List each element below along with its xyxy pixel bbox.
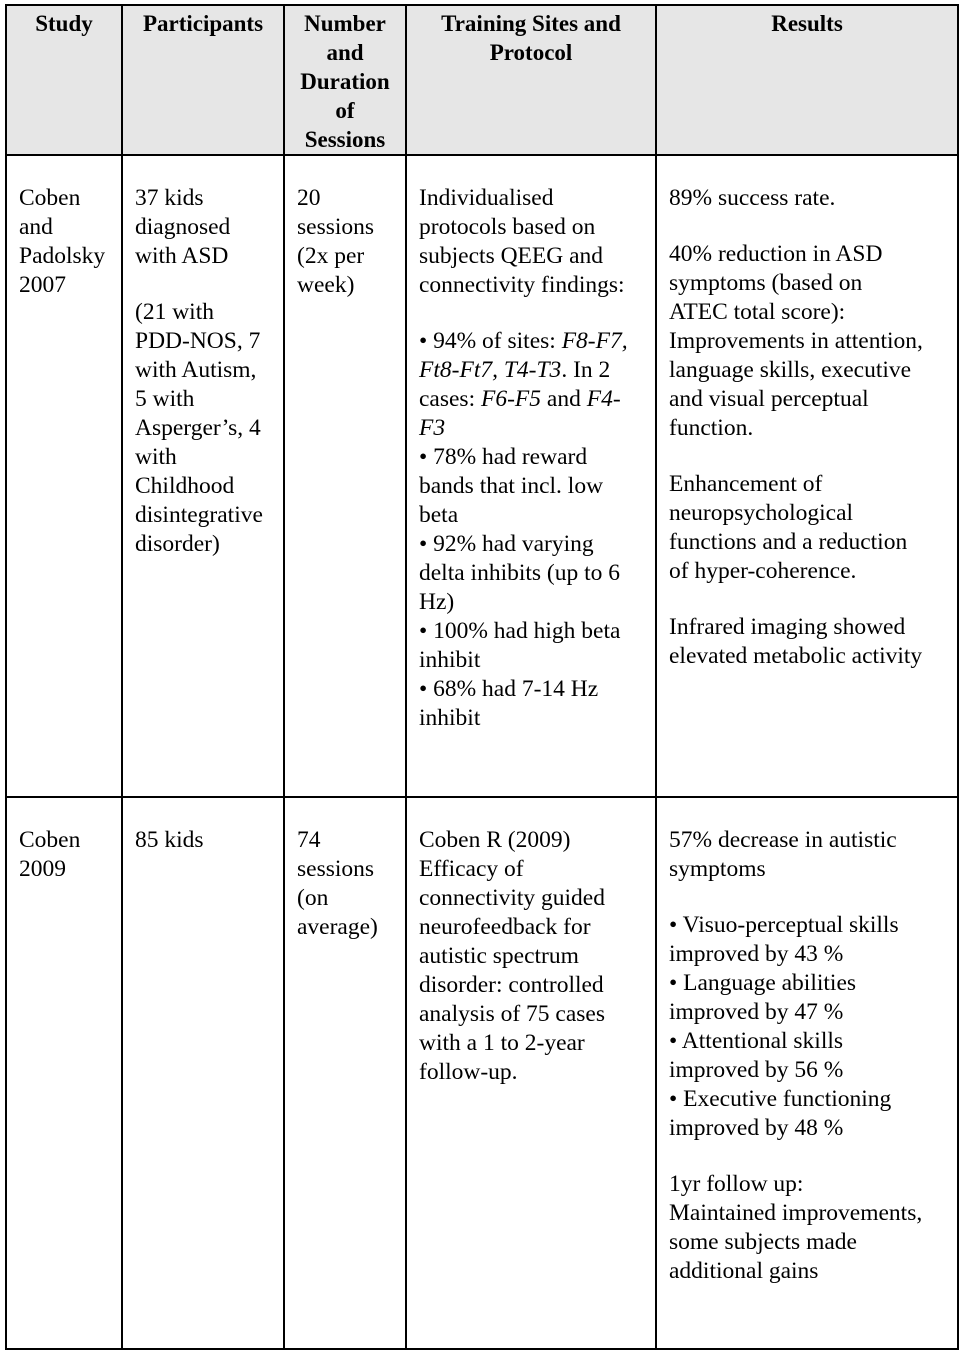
cell-participants <box>122 797 284 1349</box>
study-text <box>19 184 116 300</box>
text-line: Childhood <box>135 473 235 499</box>
text-line: Asperger’s, 4 <box>135 415 261 441</box>
text-line: (21 with <box>135 299 214 325</box>
text-line: subjects QEEG and <box>419 243 604 269</box>
cell-participants <box>122 155 284 797</box>
text-line: (2x per <box>297 243 365 269</box>
text-line: sessions <box>297 214 375 240</box>
cell-sessions <box>284 797 406 1349</box>
header-sessions: Number and Duration of Sessions <box>284 5 406 155</box>
sessions-text <box>297 826 400 942</box>
text-line: connectivity findings: <box>419 272 625 298</box>
text-line: symptoms (based on <box>669 270 863 296</box>
text-line: Infrared imaging showed <box>669 614 906 640</box>
text-line: sessions <box>297 856 375 882</box>
text-line: disorder: controlled <box>419 972 604 998</box>
text-line: language skills, executive <box>669 357 912 383</box>
text-line: functions and a reduction <box>669 529 908 555</box>
text-line: inhibit <box>419 705 481 731</box>
text-line: • Attentional skills <box>669 1028 844 1054</box>
text-line: • 68% had 7-14 Hz <box>419 676 599 702</box>
sessions-text <box>297 184 400 300</box>
cell-results <box>656 155 958 797</box>
protocol-sites: • 94% of sites: F8-F7, Ft8-Ft7, T4-T3. In 2 cases: F6-F5 and F4- F3 <box>419 328 628 441</box>
text-line: beta <box>419 502 459 528</box>
cell-study <box>6 155 122 797</box>
header-participants: Participants <box>122 5 284 155</box>
text-line: Efficacy of <box>419 856 524 882</box>
text-line: 1yr follow up: <box>669 1171 804 1197</box>
text-line: 85 kids <box>135 827 204 853</box>
text-line: inhibit <box>419 647 481 673</box>
text-line: delta inhibits (up to 6 <box>419 560 621 586</box>
text-line: with <box>135 444 177 470</box>
cell-protocol <box>406 797 656 1349</box>
text-line: ATEC total score): <box>669 299 846 325</box>
text-line: PDD-NOS, 7 <box>135 328 261 354</box>
text-line: protocols based on <box>419 214 596 240</box>
text-line: improved by 47 % <box>669 999 844 1025</box>
text-line: and <box>19 214 53 240</box>
text-line: • Executive functioning <box>669 1086 892 1112</box>
results-text <box>669 184 952 671</box>
cell-protocol <box>406 155 656 797</box>
text-line: analysis of 75 cases <box>419 1001 605 1027</box>
text-line: Coben <box>19 185 81 211</box>
table-row <box>6 797 958 1349</box>
text-line: neurofeedback for <box>419 914 591 940</box>
participants-text <box>135 826 278 855</box>
text-line: bands that incl. low <box>419 473 604 499</box>
text-line: 40% reduction in ASD <box>669 241 883 267</box>
protocol-bullets <box>419 443 650 733</box>
text-line: average) <box>297 914 378 940</box>
text-line: Enhancement of <box>669 471 823 497</box>
text-line: week) <box>297 272 355 298</box>
text-line: Coben R (2009) <box>419 827 571 853</box>
text-line: function. <box>669 415 754 441</box>
text-line: of hyper-coherence. <box>669 558 857 584</box>
cell-study <box>6 797 122 1349</box>
text-line: 57% decrease in autistic <box>669 827 897 853</box>
text-line: 20 <box>297 185 321 211</box>
text-line: additional gains <box>669 1258 819 1284</box>
text-line: with ASD <box>135 243 229 269</box>
protocol-text <box>419 826 650 1087</box>
text-line: Maintained improvements, <box>669 1200 923 1226</box>
text-line: improved by 43 % <box>669 941 844 967</box>
text-line: Padolsky <box>19 243 106 269</box>
text-line: neuropsychological <box>669 500 854 526</box>
text-line: Individualised <box>419 185 554 211</box>
header-results: Results <box>656 5 958 155</box>
protocol-intro <box>419 184 650 300</box>
text-line: • Language abilities <box>669 970 857 996</box>
cell-results <box>656 797 958 1349</box>
study-text <box>19 826 116 884</box>
text-line: follow-up. <box>419 1059 518 1085</box>
text-line: 37 kids <box>135 185 204 211</box>
participants-text <box>135 184 278 559</box>
text-line: 5 with <box>135 386 195 412</box>
text-line: disorder) <box>135 531 220 557</box>
text-line: diagnosed <box>135 214 231 240</box>
text-line: Coben <box>19 827 81 853</box>
text-line: 2007 <box>19 272 66 298</box>
text-line: Hz) <box>419 589 455 615</box>
text-line: 89% success rate. <box>669 185 836 211</box>
text-line: symptoms <box>669 856 766 882</box>
cell-sessions <box>284 155 406 797</box>
text-line: 2009 <box>19 856 66 882</box>
text-line: • 78% had reward <box>419 444 588 470</box>
table-row <box>6 155 958 797</box>
text-line: elevated metabolic activity <box>669 643 923 669</box>
studies-table <box>5 4 959 1350</box>
text-line: improved by 48 % <box>669 1115 844 1141</box>
text-line: autistic spectrum <box>419 943 579 969</box>
text-line: • Visuo-perceptual skills <box>669 912 899 938</box>
text-line: some subjects made <box>669 1229 857 1255</box>
text-line: disintegrative <box>135 502 263 528</box>
header-row <box>6 5 958 155</box>
table-header <box>6 5 958 155</box>
header-protocol: Training Sites and Protocol <box>406 5 656 155</box>
text-line: • 92% had varying <box>419 531 594 557</box>
results-text <box>669 826 952 1286</box>
text-line: (on <box>297 885 329 911</box>
text-line: and visual perceptual <box>669 386 869 412</box>
text-line: with a 1 to 2-year <box>419 1030 585 1056</box>
header-study: Study <box>6 5 122 155</box>
text-line: 74 <box>297 827 321 853</box>
text-line: connectivity guided <box>419 885 605 911</box>
text-line: improved by 56 % <box>669 1057 844 1083</box>
text-line: Improvements in attention, <box>669 328 923 354</box>
text-line: • 100% had high beta <box>419 618 621 644</box>
text-line: with Autism, <box>135 357 257 383</box>
